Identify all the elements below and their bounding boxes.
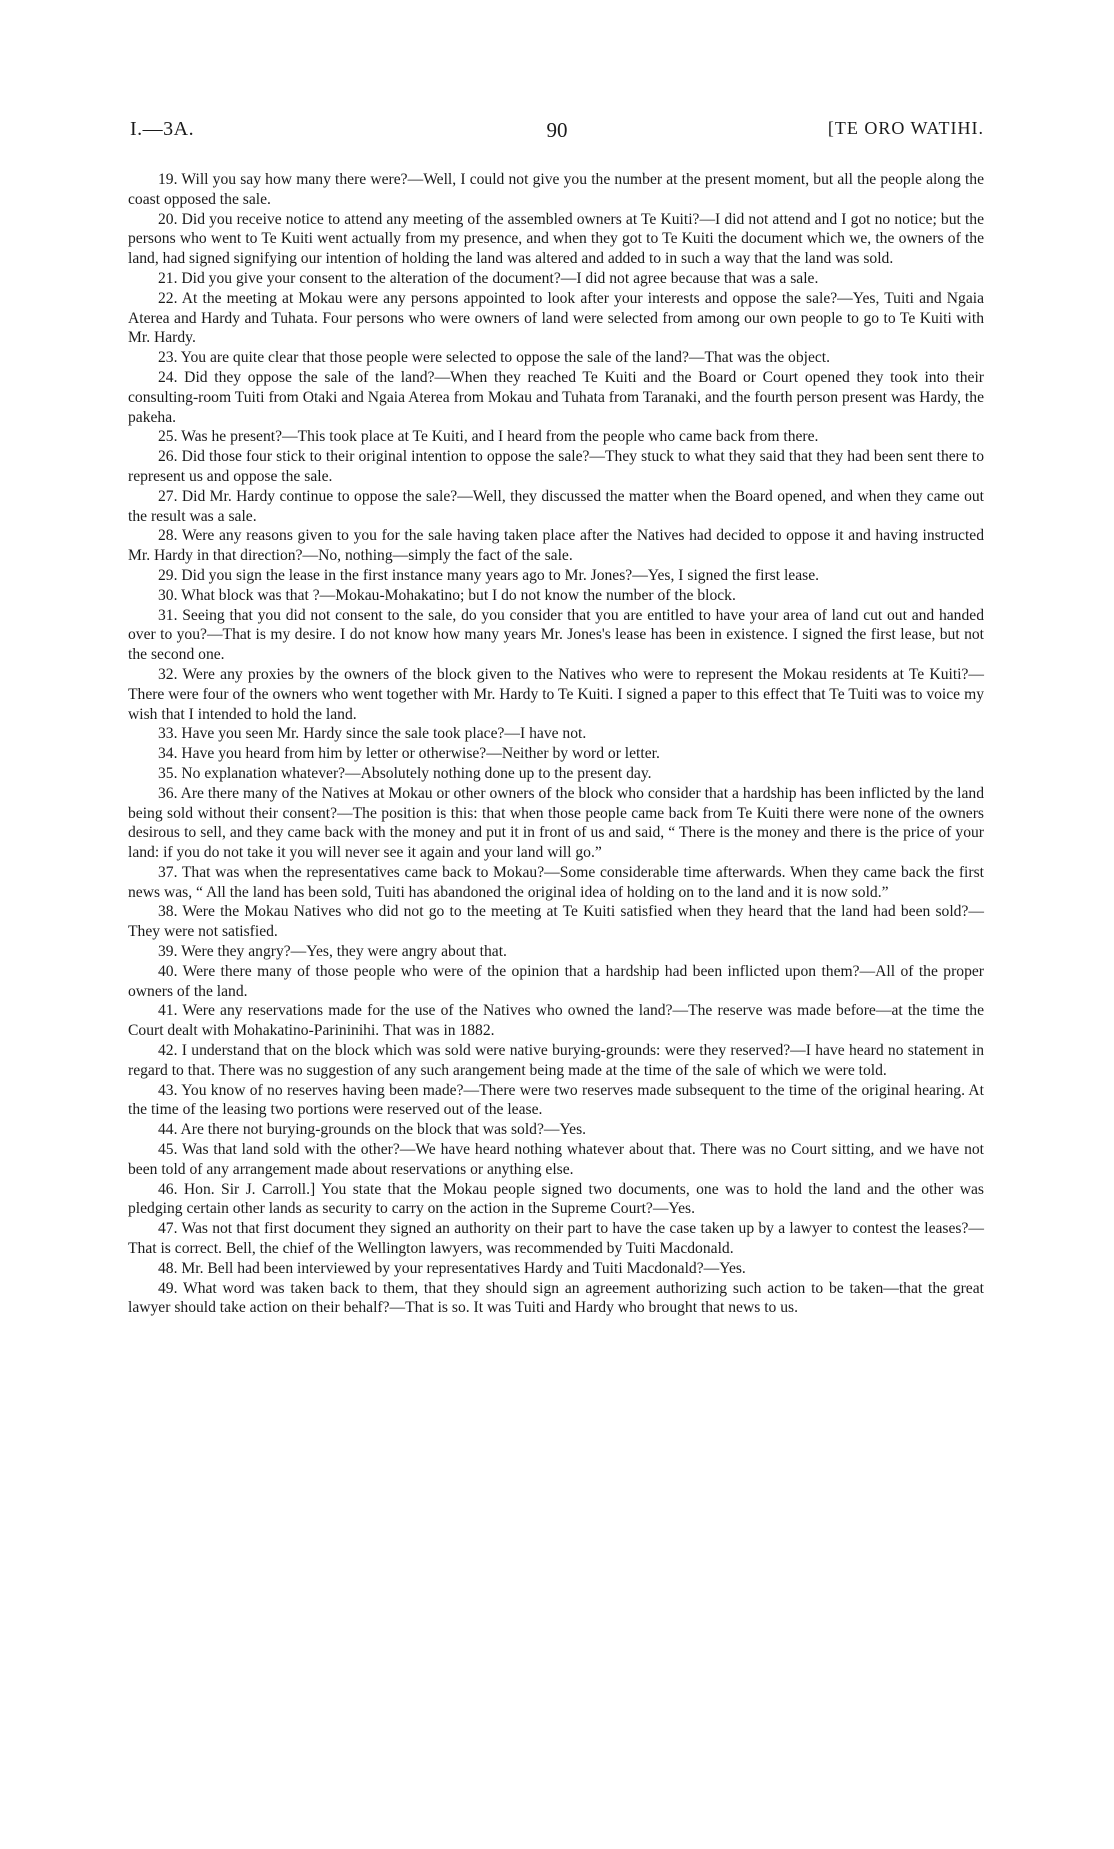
paragraph-19: 19. Will you say how many there were?—Well, I could not give you the number at the present moment, but all the people along the coast opposed the sale.	[128, 171, 984, 208]
paragraph-29: 29. Did you sign the lease in the first instance many years ago to Mr. Jones?—Yes, I signed the first lease.	[158, 566, 820, 584]
paragraph-23: 23. You are quite clear that those people were selected to oppose the sale of the land?—That was the object.	[158, 349, 831, 367]
paragraph-36: 36. Are there many of the Natives at Mokau or other owners of the block who consider that a hardship has been inflicted by the land being sold without their consent?—The position is this: that when those people came back from Te Kuiti there were none of the owners desirous to sell, and they came back with the money and put it in front of us and said, “ There is the money and there is the price of your land: if you do not take it you will never see it again and your land will go.”	[128, 784, 984, 862]
paragraph-21: 21. Did you give your consent to the alteration of the document?—I did not agree because that was a sale.	[158, 269, 819, 287]
paragraph-34: 34. Have you heard from him by letter or otherwise?—Neither by word or letter.	[158, 745, 660, 763]
section-title: [TE ORO WATIHI.	[827, 118, 984, 138]
paragraph-42: 42. I understand that on the block which was sold were native burying-grounds: were they reserved?—I have heard no statement in regard to that. There was no suggestion of any such arangement being made at the time of the sale of which we were told.	[128, 1042, 984, 1079]
paragraph-32: 32. Were any proxies by the owners of the block given to the Natives who were to represent the Mokau residents at Te Kuiti?—There were four of the owners who went together with Mr. Hardy to Te Kuiti. I signed a paper to this effect that Te Tuiti was to voice my wish that I intended to hold the land.	[128, 665, 984, 723]
paragraph-46: 46. Hon. Sir J. Carroll.] You state that the Mokau people signed two documents, one was to hold the land and the other was pledging certain other lands as security to carry on the action in the Supreme Court?—Yes.	[128, 1180, 984, 1218]
paragraph-40: 40. Were there many of those people who were of the opinion that a hardship had been inflicted upon them?—All of the proper owners of the land.	[128, 962, 984, 1000]
document-reference: I.—3A.	[130, 118, 195, 140]
paragraph-24: 24. Did they oppose the sale of the land?—When they reached Te Kuiti and the Board or Court opened they took into their consulting-room Tuiti from Otaki and Ngaia Aterea from Mokau and Tuhata from Taranaki, and the fourth person present was Hardy, the pakeha.	[128, 368, 984, 426]
paragraph-20: 20. Did you receive notice to attend any meeting of the assembled owners at Te Kuiti?—I did not attend and I got no notice; but the persons who went to Te Kuiti went actually from my presence, and when they got to Te Kuiti the document which we, the owners of the land, had signed signifying our intention of holding the land was altered and added to in such a way that the land was sold.	[128, 210, 984, 268]
paragraph-44: 44. Are there not burying-grounds on the block that was sold?—Yes.	[158, 1121, 587, 1139]
paragraph-22: 22. At the meeting at Mokau were any persons appointed to look after your interests and oppose the sale?—Yes, Tuiti and Ngaia Aterea and Hardy and Tuhata. Four persons who were owners of land were selected from among our own people to go to Te Kuiti with Mr. Hardy.	[128, 289, 984, 347]
paragraph-25: 25. Was he present?—This took place at Te Kuiti, and I heard from the people who came back from there.	[158, 428, 819, 446]
paragraph-43: 43. You know of no reserves having been made?—There were two reserves made subsequent to the time of the original hearing. At the time of the leasing two portions were reserved out of the lease.	[128, 1081, 984, 1119]
page-number: 90	[546, 118, 568, 142]
paragraph-37: 37. That was when the representatives came back to Mokau?—Some considerable time afterwards. When they came back the first news was, “ All the land has been sold, Tuiti has abandoned the original idea of holding on to the land and it is now sold.”	[128, 863, 984, 901]
paragraph-26: 26. Did those four stick to their original intention to oppose the sale?—They stuck to what they said that they had been sent there to represent us and oppose the sale.	[128, 448, 984, 485]
paragraph-31: 31. Seeing that you did not consent to the sale, do you consider that you are entitled to have your area of land cut out and handed over to you?—That is my desire. I do not know how many years Mr. Jones's lease has been in existence. I signed the first lease, but not the second one.	[128, 606, 984, 664]
paragraph-38: 38. Were the Mokau Natives who did not go to the meeting at Te Kuiti satisfied when they heard that the land had been sold?—They were not satisfied.	[128, 903, 984, 941]
paragraph-35: 35. No explanation whatever?—Absolutely nothing done up to the present day.	[158, 764, 652, 782]
document-body	[128, 170, 984, 1318]
paragraph-41: 41. Were any reservations made for the use of the Natives who owned the land?—The reserve was made before—at the time the Court dealt with Mohakatino-Parininihi. That was in 1882.	[128, 1002, 984, 1040]
paragraph-47: 47. Was not that first document they signed an authority on their part to have the case taken up by a lawyer to contest the leases?—That is correct. Bell, the chief of the Wellington lawyers, was recommended by Tuiti Macdonald.	[128, 1220, 984, 1258]
paragraph-48: 48. Mr. Bell had been interviewed by your representatives Hardy and Tuiti Macdonald?—Yes.	[158, 1259, 746, 1277]
paragraph-27: 27. Did Mr. Hardy continue to oppose the sale?—Well, they discussed the matter when the Board opened, and when they came out the result was a sale.	[128, 487, 984, 525]
paragraph-45: 45. Was that land sold with the other?—We have heard nothing whatever about that. There was no Court sitting, and we have not been told of any arrangement made about reservations or anything else.	[128, 1141, 984, 1178]
paragraph-33: 33. Have you seen Mr. Hardy since the sale took place?—I have not.	[158, 725, 587, 743]
paragraph-39: 39. Were they angry?—Yes, they were angry about that.	[158, 943, 507, 961]
paragraph-49: 49. What word was taken back to them, that they should sign an agreement authorizing such action to be taken—that the great lawyer should take action on their behalf?—That is so. It was Tuiti and Hardy who brought that news to us.	[128, 1279, 984, 1317]
paragraph-30: 30. What block was that ?—Mokau-Mohakatino; but I do not know the number of the block.	[158, 586, 736, 604]
paragraph-28: 28. Were any reasons given to you for the sale having taken place after the Natives had decided to oppose it and having instructed Mr. Hardy in that direction?—No, nothing—simply the fact of the sale.	[128, 527, 984, 565]
page-header	[130, 118, 984, 148]
